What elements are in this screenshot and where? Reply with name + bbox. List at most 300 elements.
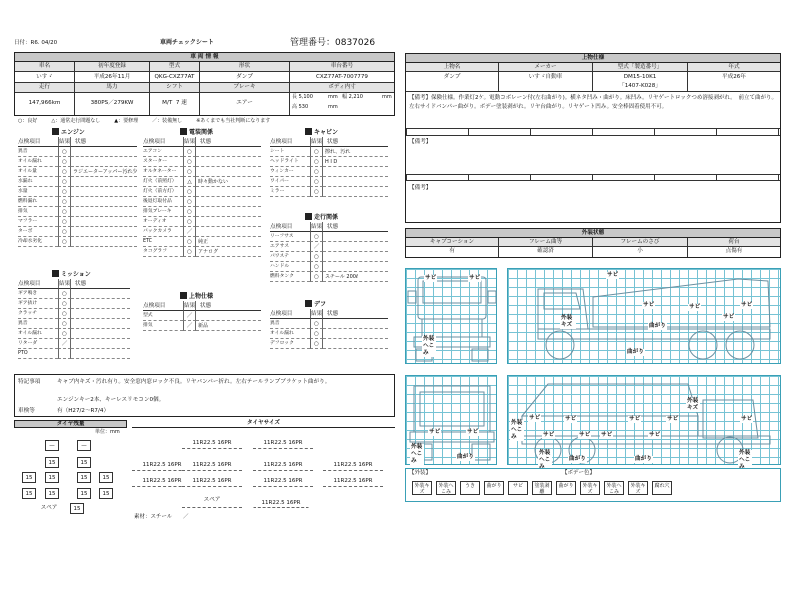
exterior-frame-value: 確認済 [499,247,593,257]
electric-item-result: ／ [183,227,196,237]
tire-size-cell: 11R22.5 16PR [253,438,313,449]
diff-head-state: 状態 [323,309,388,319]
upper-maker-value: いすゞ自動車 [499,72,593,92]
electric-item-name: オルタネーター [143,167,183,177]
diff-item-name: 異音 [270,319,310,329]
left-label-4: サビ [741,302,753,308]
mission-head-state: 状態 [71,279,130,289]
tire-size-cell: 11R22.5 16PR [182,476,242,487]
exterior-bed-value: 点傷有 [725,248,743,254]
exterior-label-cab: キャブコーション [406,238,499,247]
electric-item-name: エアコン [143,147,183,157]
electric-item-state [196,157,261,167]
engine-item-name: 排気 [18,207,58,217]
right-label-6: サビ [741,416,753,422]
tread-cell: 15 [99,472,113,483]
cabin-item-name: ミラー [270,187,310,197]
vehicle-info-title: 車 両 情 報 [15,53,394,62]
power-value: 380PS／279KW [75,93,150,115]
tire-material: 素材：スチール [134,514,173,520]
equip-item-name: 型式 [143,311,183,321]
equip-title: 上物仕様 [180,292,213,301]
engine-item-name: オイル量 [18,167,58,177]
legend-item: 外装へこみ [604,481,624,495]
engine-item-state [71,227,137,237]
drive-checklist [270,222,388,282]
left-label-8: サビ [723,314,735,320]
exterior-title: 外装状態 [406,229,780,238]
equip-head-result: 結果 [184,303,196,309]
electric-item-name: タコグラフ [143,247,183,257]
mission-item-name: 異音 [18,319,58,329]
inspection-label: 車検等 [18,408,35,414]
engine-item-result: ○ [58,177,71,187]
cabin-item-result: ○ [310,187,323,197]
right-label-3: サビ [579,432,591,438]
body-length: 長 5,100 [292,94,313,100]
diff-item-result: ○ [310,319,323,329]
engine-item-state [71,157,137,167]
drive-head-result: 結果 [311,224,323,230]
label-car-name: 車名 [15,62,75,72]
exterior-label-rust: フレームのさび [593,238,688,247]
special-line1: キャブ内キズ・汚れ有り。安全窓内窓ロック不良。リヤバンパー折れ。左右テールランプブラケット曲がり。 [57,379,331,385]
cabin-item-state: 擦れ、汚れ [323,147,388,157]
engine-item-state [71,147,137,157]
diff-checklist [270,309,388,349]
cabin-head-state: 状態 [323,137,388,147]
upper-label-model: 型式「製造番号」 [593,63,688,72]
diagram-side-left [507,268,781,364]
spare-size-label: スペア [182,497,242,508]
electric-item-state [196,147,261,157]
right-label-4: サビ [629,416,641,422]
equip-item-name: 排気 [143,321,183,331]
diff-item-result: ○ [310,339,323,349]
vehicle-info-row1-values [15,72,394,83]
upper-label-name: 上物名 [406,63,499,72]
electric-item-state [196,217,261,227]
engine-item-state: ラジエーターアッパー汚れ少 [73,169,138,175]
engine-item-name: マフラー [18,217,58,227]
model-value: QKG-CXZ77AT [150,72,200,83]
legend-item: 外装キズ [412,481,432,495]
diagram-side-right [507,375,781,470]
upper-spec-box [405,53,781,223]
engine-item-result: ○ [58,157,71,167]
special-notes-box [14,374,395,417]
electric-item-result: ○ [183,147,196,157]
special-line2: エンジンキー2本、キーレスリモコン0個。 [57,397,165,403]
shape-value: ダンプ [200,72,290,83]
electric-item-result: ○ [183,187,196,197]
label-chassis: 車台番号 [290,62,394,72]
inspection-value: 有（H27/2〜R7/4） [57,408,110,414]
drive-head-item: 点検項目 [270,222,310,232]
mission-item-name: ギア抜け [18,299,58,309]
cabin-item-state [323,177,388,187]
legend-none: ／：装備無し [152,118,183,124]
front-label-2: サビ [469,275,481,281]
engine-item-result: ○ [58,237,71,247]
electric-head-state: 状態 [196,137,261,147]
drive-item-state [323,242,388,252]
legend-item: 曲がり [484,481,504,495]
engine-item-name: 冷却水劣化 [18,237,58,247]
exterior-values [406,247,780,257]
left-side-drawing [508,269,782,365]
electric-item-result: ○ [183,237,196,247]
unit-l: mm [328,94,338,100]
diff-item-state [323,329,388,339]
mission-item-state [71,299,130,309]
right-label-10: サビ [649,432,661,438]
sheet-title: 車両チェックシート [160,39,214,46]
electric-item-name: 灯火（前照灯） [143,177,183,187]
engine-item-state [71,187,137,197]
diff-head-item: 点検項目 [270,309,310,319]
right-label-1: サビ [529,415,541,421]
diff-item-name: デフロック [270,339,310,349]
electric-item-name: 排気ブレーキ [143,207,183,217]
right-label-5: サビ [667,416,679,422]
mission-item-result: ○ [58,289,71,299]
mission-item-state [71,289,130,299]
upper-name-value: ダンプ [406,72,499,92]
electric-item-result: ○ [183,217,196,227]
cabin-item-name: ワイパー [270,177,310,187]
first-reg-value: 平成26年11月 [75,72,150,83]
engine-item-state [71,207,137,217]
exterior-legend [405,468,781,502]
electric-item-state: 純正 [196,237,261,247]
legend-repair: ▲：要修理 [114,118,139,124]
electric-item-state [196,227,261,237]
front-label-1: サビ [425,275,437,281]
legend-item: サビ [508,481,528,495]
exterior-label-bed: 荷台 [688,238,780,247]
right-label-2: サビ [543,432,555,438]
engine-item-state [71,177,137,187]
upper-model-value: DM15-10K1 [623,74,657,80]
diagram-rear [405,375,497,465]
upper-remark2: 【備考】 [409,185,432,191]
diff-item-result: ○ [310,329,323,339]
diagram-front [405,268,497,364]
diff-item-state [323,319,388,329]
tread-cell: 15 [99,488,113,499]
legend-item: 外装へこみ [436,481,456,495]
label-model: 型式 [150,62,200,72]
cabin-item-result: ○ [310,157,323,167]
electric-item-name: ETC [143,237,183,247]
vehicle-info-row2-values [15,93,394,115]
label-mileage: 走行 [15,83,75,93]
left-label-5: 外装キズ [560,315,576,329]
mission-title: ミッション [52,270,91,279]
left-label-6: 曲がり [649,323,666,329]
electric-head-result: 結果 [184,139,196,145]
body-height: 高 530 [292,104,309,110]
chassis-value: CXZ77AT-7007779 [290,72,394,83]
tread-cell: — [45,440,59,451]
electric-item-result: ○ [183,207,196,217]
front-view-drawing [406,269,498,365]
mission-item-result: ○ [58,309,71,319]
mission-item-state [71,329,130,339]
spare-tread: 15 [70,503,84,514]
drive-item-result: ○ [310,262,323,272]
cabin-item-name: シート [270,147,310,157]
drive-item-name: エアサス [270,242,310,252]
tread-cell: 15 [77,488,91,499]
tire-size-cell: 11R22.5 16PR [182,438,242,449]
vehicle-info-table [14,52,395,116]
cabin-item-state [323,187,388,197]
tire-size-cell: 11R22.5 16PR [323,476,383,487]
drive-head-state: 状態 [323,222,388,232]
engine-item-result: ○ [58,187,71,197]
tread-cell: 15 [45,457,59,468]
drive-title: 走行関係 [305,213,338,222]
drive-item-state: スチール 200ℓ [323,272,388,282]
special-label: 特記事項 [18,379,41,385]
legend-item: 外装キズ [628,481,648,495]
diff-head-result: 結果 [311,311,323,317]
label-shift: シフト [150,83,200,93]
drive-item-name: リーフサス [270,232,310,242]
legend-item: うき [460,481,480,495]
legend-ext-title: 【外装】 [409,470,432,476]
rear-label-2: サビ [467,429,479,435]
spare-label: スペア [35,503,63,514]
upper-labels [406,63,780,72]
legend-body-title: 【ボデー色】 [562,470,596,476]
right-label-9: サビ [601,432,613,438]
rear-label-4: 曲がり [457,454,474,460]
tread-unit: 単位：mm [95,429,120,435]
cabin-item-result: ○ [310,177,323,187]
legend-item: 曲がり [556,481,576,495]
body-width: 幅 2,210 [342,94,363,100]
upper-label-year: 年式 [688,63,780,72]
tread-cell: 15 [22,488,36,499]
right-label-13: 外装へこみ [539,450,551,470]
right-label-7: サビ [565,416,577,422]
mission-item-name: ギア鳴き [18,289,58,299]
mission-item-state [71,319,130,329]
electric-item-name: 後退灯取付品 [143,197,183,207]
mark-legend [18,119,398,125]
tire-size-cell: 11R22.5 16PR [253,460,313,471]
right-label-12: 外装へこみ [511,420,523,440]
tread-cell: 15 [22,472,36,483]
electric-item-result: ○ [183,157,196,167]
mission-item-result: ○ [58,319,71,329]
engine-checklist [18,137,138,247]
engine-item-result: ○ [58,197,71,207]
electric-item-name: スターター [143,157,183,167]
equip-item-result: ／ [183,311,196,321]
upper-note: 【備考】保険仕様。作業灯2ケ。電動コボレーン付(左右曲がり)。横ネタ凹み・曲がり。床凹み。リヤゲートロックつめ溶接剥がれ。 前立て曲がり。左右サイドバンパー曲がり。ボデー塗装剥がれ。リヤ台曲がり。リヤゲート凹み。安全棒固着使用不可。 [409,95,777,110]
cabin-item-name: ウィンカー [270,167,310,177]
drive-item-name: 燃料タンク [270,272,310,282]
electric-checklist [143,137,261,257]
exterior-cab-value: 有 [406,247,499,257]
electric-item-state [196,187,261,197]
mission-item-state [71,339,130,349]
engine-head-state: 状態 [71,137,137,147]
mission-item-name: PTO [18,349,58,359]
electric-item-name: バックカメラ [143,227,183,237]
shift-speed: 7 速 [175,100,187,106]
management-number: 管理番号：0837026 [290,38,376,48]
cabin-item-result: ○ [310,147,323,157]
right-label-15: 外装へこみ [739,450,751,470]
rear-label-1: サビ [429,429,441,435]
label-first-reg: 初年度登録 [75,62,150,72]
engine-title: エンジン [52,128,85,137]
legend-item: 腐れ穴 [652,481,672,495]
legend-item: 塗装剥離 [532,481,552,495]
tread-cell: — [77,440,91,451]
left-label-2: サビ [643,302,655,308]
upper-serial-value: 「1407-K028」 [619,83,661,89]
electric-title: 電装関係 [180,128,213,137]
label-power: 馬力 [75,83,150,93]
engine-item-name: 水量 [18,187,58,197]
exterior-labels [406,238,780,247]
brake-value: エアー [200,93,290,115]
engine-item-state [71,237,137,247]
right-label-14: 曲がり [569,456,586,462]
legend-item: 外装キズ [580,481,600,495]
cabin-item-state: H I D [323,157,388,167]
engine-item-result: ○ [58,147,71,157]
electric-item-state [196,197,261,207]
spare-size-value: 11R22.5 16PR [253,497,309,508]
drive-item-name: パワステ [270,252,310,262]
cabin-title: キャビン [305,128,338,137]
exterior-rust-value: 小 [593,247,688,257]
cabin-item-name: ヘッドライト [270,157,310,167]
left-label-1: サビ [607,272,619,278]
tread-cell: 15 [45,488,59,499]
tire-size-cell: 11R22.5 16PR [132,476,192,487]
upper-divider-row [406,128,780,136]
electric-item-result: ○ [183,197,196,207]
upper-year-value: 平成26年 [688,72,780,92]
engine-item-state [71,197,137,207]
upper-divider-row2 [406,174,780,181]
tread-cell: 15 [45,472,59,483]
engine-item-result: ○ [58,217,71,227]
left-label-3: サビ [689,304,701,310]
tire-size-title: タイヤサイズ [132,420,395,428]
drive-item-name: ハンドル [270,262,310,272]
right-label-11: 曲がり [635,456,652,462]
electric-item-state [196,207,261,217]
equip-head-item: 点検項目 [143,301,183,311]
engine-item-result: ○ [58,227,71,237]
legend-note: ※あくまでも当社判断になります [196,118,271,124]
electric-item-name: 灯火（前方灯） [143,187,183,197]
diff-item-name: オイル漏れ [270,329,310,339]
cabin-head-item: 点検項目 [270,137,310,147]
electric-item-state: 時々動かない [196,177,261,187]
mission-item-name: クラッチ [18,309,58,319]
tire-size-cell: 11R22.5 16PR [323,460,383,471]
shift-type: M/T [162,100,173,106]
right-label-8: 外装キズ [687,398,699,411]
upper-remark1: 【備考】 [409,139,432,145]
diff-title: デフ [305,300,326,309]
upper-values [406,72,780,91]
equip-item-result: ／ [183,321,196,331]
cabin-head-result: 結果 [311,139,323,145]
tread-title: タイヤ残量 [14,420,127,428]
label-body-size: ボディ内寸 [290,83,394,93]
car-name-value: いすゞ [15,72,75,83]
electric-item-result: ○ [183,247,196,257]
body-size-value [290,93,394,115]
label-brake: ブレーキ [200,83,290,93]
tire-size-cell: 11R22.5 16PR [132,460,192,471]
electric-head-item: 点検項目 [143,137,183,147]
cabin-item-state [323,167,388,177]
mission-checklist [18,279,130,359]
legend-ok: △：通常走行問題なし [51,118,101,124]
engine-item-result: ○ [58,167,71,177]
electric-item-state [196,167,261,177]
tire-size-cell: 11R22.5 16PR [253,476,313,487]
upper-spec-title: 上物仕様 [406,54,780,63]
mileage-value: 147,966km [15,93,75,115]
engine-head-result: 結果 [59,139,71,145]
unit-h: mm [328,104,338,110]
engine-item-name: 燃料漏れ [18,197,58,207]
cabin-checklist [270,137,388,197]
electric-item-name: オーディオ [143,217,183,227]
equip-checklist [143,301,261,331]
date-label: 日付：R6. 04/20 [14,40,58,46]
mission-head-item: 点検項目 [18,279,58,289]
engine-item-name: ターボ [18,227,58,237]
tire-material-mark: ／ [183,514,189,520]
engine-item-state [71,217,137,227]
upper-model-cell [593,72,688,92]
mission-item-result: ／ [58,339,71,349]
mission-item-state [71,309,130,319]
drive-item-state [323,252,388,262]
drive-item-result: ○ [310,272,323,282]
equip-head-state: 状態 [196,301,261,311]
engine-item-name: 水漏れ [18,177,58,187]
mission-head-result: 結果 [59,281,71,287]
electric-item-result: ○ [183,167,196,177]
rear-label-3: 外装へこみ [411,444,423,464]
upper-label-maker: メーカー [499,63,593,72]
electric-item-state: アナログ [196,247,261,257]
engine-item-name: オイル漏れ [18,157,58,167]
drive-item-result: ○ [310,252,323,262]
equip-item-state [196,311,261,321]
drive-item-state [323,232,388,242]
diff-item-state [323,339,388,349]
mission-item-name: オイル漏れ [18,329,58,339]
tread-cell: 15 [77,457,91,468]
legend-good: ○：良好 [18,118,38,124]
